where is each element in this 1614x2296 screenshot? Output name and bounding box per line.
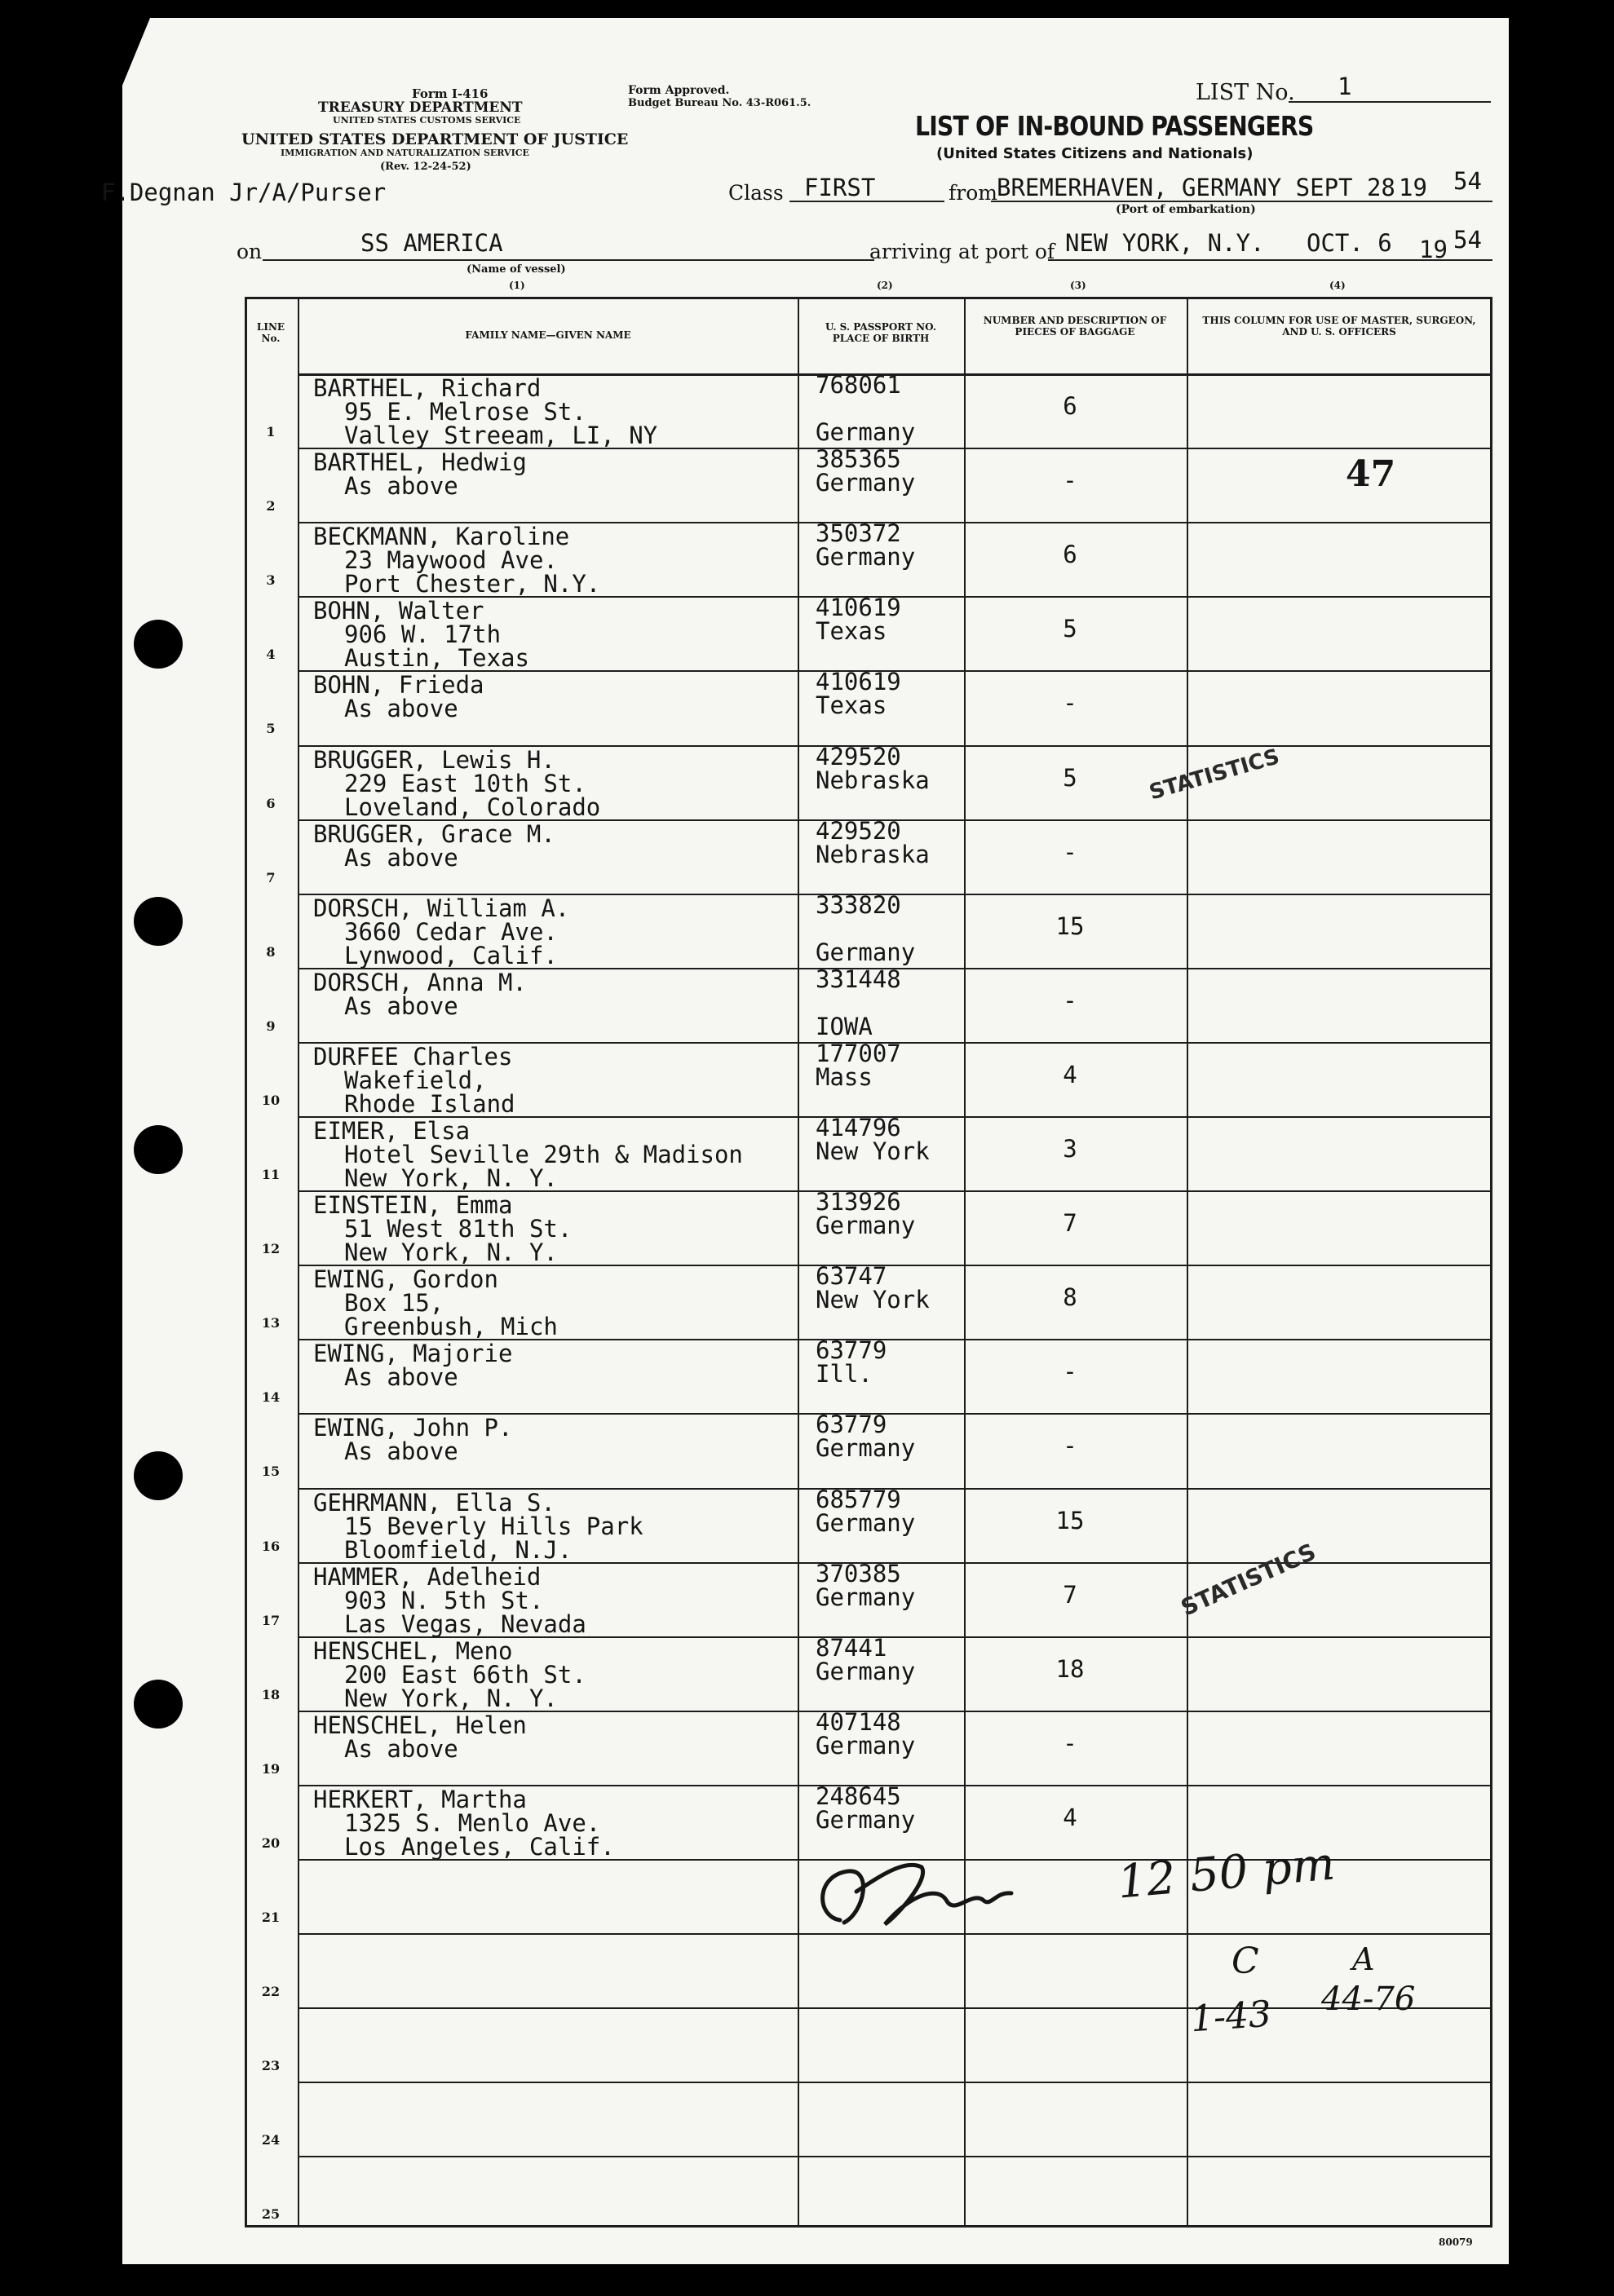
from-label: from bbox=[949, 181, 997, 205]
place-of-birth: Nebraska bbox=[816, 766, 930, 794]
vessel-label: (Name of vessel) bbox=[467, 263, 566, 276]
passenger-name: BOHN, Frieda bbox=[313, 671, 484, 699]
from-year: 54 bbox=[1453, 167, 1482, 195]
col-divider bbox=[1187, 297, 1188, 2228]
class-label: Class bbox=[728, 181, 784, 205]
line-number: 4 bbox=[266, 647, 276, 662]
baggage-count: - bbox=[1063, 987, 1077, 1014]
line-number: 13 bbox=[261, 1315, 281, 1331]
col1-number: (1) bbox=[509, 280, 525, 291]
baggage-count: 6 bbox=[1063, 392, 1077, 420]
passenger-name: BARTHEL, Richard bbox=[313, 374, 542, 402]
passport-number: 410619 bbox=[816, 594, 901, 621]
from-line bbox=[991, 201, 1492, 202]
passenger-name: GEHRMANN, Ella S. bbox=[313, 1489, 555, 1517]
passport-number: 429520 bbox=[816, 743, 901, 770]
row-divider bbox=[298, 2007, 1492, 2009]
baggage-count: 4 bbox=[1063, 1804, 1077, 1831]
passenger-address: As above bbox=[344, 1735, 458, 1763]
baggage-count: 7 bbox=[1063, 1209, 1077, 1237]
vessel-name: SS AMERICA bbox=[360, 229, 503, 257]
list-no-value: 1 bbox=[1338, 73, 1352, 100]
passenger-address: As above bbox=[344, 1363, 458, 1391]
header-line-no: LINE No. bbox=[256, 321, 285, 345]
row-divider bbox=[298, 2156, 1492, 2157]
passport-number: 177007 bbox=[816, 1040, 901, 1067]
binder-hole bbox=[134, 1680, 183, 1729]
line-number: 6 bbox=[266, 796, 276, 811]
signature-time: 12 50 pm bbox=[1115, 1837, 1338, 1910]
code-1-43: 1-43 bbox=[1189, 1993, 1273, 2041]
vessel-line bbox=[263, 259, 874, 261]
line-number: 16 bbox=[261, 1539, 281, 1554]
baggage-count: - bbox=[1063, 838, 1077, 866]
passenger-name: EINSTEIN, Emma bbox=[313, 1191, 513, 1219]
place-of-birth: Germany bbox=[816, 543, 916, 571]
line-number: 8 bbox=[266, 944, 276, 960]
passport-number: 768061 bbox=[816, 371, 901, 399]
budget-bureau: Budget Bureau No. 43-R061.5. bbox=[628, 97, 811, 109]
passenger-name: HENSCHEL, Meno bbox=[313, 1637, 513, 1665]
passenger-city: Bloomfield, N.J. bbox=[344, 1536, 573, 1564]
passenger-address: Wakefield, bbox=[344, 1066, 487, 1094]
place-of-birth: Mass bbox=[816, 1063, 873, 1091]
port-embarkation: BREMERHAVEN, GERMANY SEPT 28 bbox=[997, 174, 1395, 201]
header-name: FAMILY NAME—GIVEN NAME bbox=[465, 329, 631, 341]
passenger-city: Port Chester, N.Y. bbox=[344, 570, 601, 598]
from-year-prefix: 19 bbox=[1399, 174, 1427, 201]
line-number: 18 bbox=[261, 1687, 281, 1702]
place-of-birth: Germany bbox=[816, 1212, 916, 1239]
passenger-address: 1325 S. Menlo Ave. bbox=[344, 1809, 601, 1837]
line-number: 7 bbox=[266, 870, 276, 885]
binder-hole bbox=[134, 620, 183, 669]
line-number: 19 bbox=[261, 1761, 281, 1777]
baggage-count: 7 bbox=[1063, 1581, 1077, 1609]
passenger-address: As above bbox=[344, 472, 458, 500]
binder-hole bbox=[134, 1125, 183, 1174]
line-number: 12 bbox=[261, 1241, 281, 1256]
page-title: LIST OF IN-BOUND PASSENGERS bbox=[915, 110, 1314, 142]
header-passport: U. S. PASSPORT NO. PLACE OF BIRTH bbox=[825, 321, 937, 345]
passenger-name: HENSCHEL, Helen bbox=[313, 1711, 527, 1739]
baggage-count: - bbox=[1063, 466, 1077, 494]
code-c: C bbox=[1232, 1941, 1259, 1982]
statistics-stamp: STATISTICS bbox=[1177, 1538, 1320, 1622]
place-of-birth: Ill. bbox=[816, 1360, 873, 1388]
baggage-count: 4 bbox=[1063, 1061, 1077, 1088]
page-subtitle: (United States Citizens and Nationals) bbox=[936, 145, 1254, 162]
baggage-count: 18 bbox=[1055, 1655, 1085, 1683]
passenger-name: BECKMANN, Karoline bbox=[313, 523, 570, 550]
port-embarkation-label: (Port of embarkation) bbox=[1116, 203, 1256, 216]
binder-hole bbox=[134, 897, 183, 946]
place-of-birth: Germany bbox=[816, 1732, 916, 1760]
purser-name: F.Degnan Jr/A/Purser bbox=[101, 179, 387, 206]
binder-hole bbox=[134, 1451, 183, 1500]
passenger-city: New York, N. Y. bbox=[344, 1164, 558, 1192]
passenger-name: HAMMER, Adelheid bbox=[313, 1563, 542, 1591]
arrival-date: OCT. 6 bbox=[1307, 229, 1392, 257]
line-number: 20 bbox=[261, 1835, 281, 1851]
passenger-name: EWING, John P. bbox=[313, 1414, 513, 1442]
passport-number: 248645 bbox=[816, 1782, 901, 1810]
col2-number: (2) bbox=[877, 280, 893, 291]
passport-number: 63779 bbox=[816, 1411, 887, 1438]
passenger-name: DORSCH, Anna M. bbox=[313, 969, 527, 996]
baggage-count: 15 bbox=[1055, 912, 1085, 940]
passport-number: 410619 bbox=[816, 668, 901, 695]
passenger-count: 47 bbox=[1346, 453, 1396, 495]
passenger-address: 903 N. 5th St. bbox=[344, 1587, 544, 1614]
baggage-count: 3 bbox=[1063, 1135, 1077, 1163]
line-number: 24 bbox=[261, 2132, 281, 2148]
place-of-birth: Germany bbox=[816, 1806, 916, 1834]
on-label: on bbox=[237, 240, 263, 263]
place-of-birth: Texas bbox=[816, 691, 887, 719]
place-of-birth: Germany bbox=[816, 418, 916, 446]
passenger-name: EWING, Majorie bbox=[313, 1340, 513, 1367]
passenger-name: HERKERT, Martha bbox=[313, 1786, 527, 1813]
baggage-count: 8 bbox=[1063, 1283, 1077, 1311]
form-number: Form I-416 bbox=[412, 86, 489, 101]
passenger-address: 23 Maywood Ave. bbox=[344, 546, 558, 574]
arriving-label: arriving at port of bbox=[869, 240, 1055, 263]
baggage-count: - bbox=[1063, 1729, 1077, 1757]
passenger-city: Greenbush, Mich bbox=[344, 1313, 558, 1340]
baggage-count: 5 bbox=[1063, 764, 1077, 792]
arrival-year-prefix: 19 bbox=[1419, 236, 1448, 263]
passenger-address: 51 West 81th St. bbox=[344, 1215, 573, 1243]
passport-number: 385365 bbox=[816, 445, 901, 473]
passport-number: 685779 bbox=[816, 1486, 901, 1513]
revision-date: (Rev. 12-24-52) bbox=[380, 161, 471, 173]
passenger-city: Austin, Texas bbox=[344, 644, 529, 672]
class-line bbox=[789, 201, 944, 202]
passenger-name: BARTHEL, Hedwig bbox=[313, 448, 527, 476]
treasury-dept: TREASURY DEPARTMENT bbox=[318, 99, 523, 116]
passenger-name: EIMER, Elsa bbox=[313, 1117, 471, 1145]
inspector-signature bbox=[807, 1843, 1036, 1941]
passport-number: 331448 bbox=[816, 965, 901, 993]
passport-number: 63747 bbox=[816, 1262, 887, 1290]
place-of-birth: Germany bbox=[816, 469, 916, 497]
place-of-birth: Germany bbox=[816, 1583, 916, 1611]
passenger-name: BRUGGER, Grace M. bbox=[313, 820, 555, 848]
code-44-76: 44-76 bbox=[1321, 1980, 1416, 2018]
passport-number: 87441 bbox=[816, 1634, 887, 1662]
line-number: 3 bbox=[266, 572, 276, 588]
passenger-address: 906 W. 17th bbox=[344, 620, 502, 648]
passport-number: 414796 bbox=[816, 1114, 901, 1141]
baggage-count: 6 bbox=[1063, 541, 1077, 568]
col-divider bbox=[798, 297, 799, 2228]
passenger-address: 3660 Cedar Ave. bbox=[344, 918, 558, 946]
passenger-name: EWING, Gordon bbox=[313, 1265, 498, 1293]
col-divider bbox=[298, 297, 299, 2228]
line-number: 22 bbox=[261, 1984, 281, 1999]
line-number: 5 bbox=[266, 721, 276, 736]
justice-dept: UNITED STATES DEPARTMENT OF JUSTICE bbox=[241, 130, 629, 148]
arrival-year: 54 bbox=[1453, 226, 1482, 254]
passenger-city: Lynwood, Calif. bbox=[344, 942, 558, 969]
passenger-address: As above bbox=[344, 992, 458, 1020]
passenger-address: Hotel Seville 29th & Madison bbox=[344, 1141, 743, 1168]
baggage-count: - bbox=[1063, 1432, 1077, 1459]
place-of-birth: Nebraska bbox=[816, 841, 930, 868]
line-number: 21 bbox=[261, 1910, 281, 1925]
place-of-birth: Texas bbox=[816, 617, 887, 645]
col3-number: (3) bbox=[1070, 280, 1086, 291]
line-number: 9 bbox=[266, 1018, 276, 1034]
header-officers: THIS COLUMN FOR USE OF MASTER, SURGEON, AND U. S. OFFICERS bbox=[1202, 315, 1476, 338]
passenger-city: Loveland, Colorado bbox=[344, 793, 601, 821]
baggage-count: - bbox=[1063, 1358, 1077, 1385]
passport-number: 407148 bbox=[816, 1708, 901, 1736]
code-a: A bbox=[1352, 1941, 1375, 1977]
passenger-city: Los Angeles, Calif. bbox=[344, 1833, 615, 1861]
row-divider bbox=[298, 2082, 1492, 2083]
passenger-address: 95 E. Melrose St. bbox=[344, 398, 586, 426]
passenger-address: As above bbox=[344, 1437, 458, 1465]
passport-number: 63779 bbox=[816, 1336, 887, 1364]
passenger-address: 229 East 10th St. bbox=[344, 770, 586, 797]
list-no-label: LIST No. bbox=[1196, 80, 1295, 105]
line-number: 14 bbox=[261, 1389, 281, 1405]
passenger-address: 15 Beverly Hills Park bbox=[344, 1512, 643, 1540]
footer-code: 80079 bbox=[1439, 2236, 1473, 2248]
passenger-address: 200 East 66th St. bbox=[344, 1661, 586, 1689]
place-of-birth: New York bbox=[816, 1137, 930, 1165]
baggage-count: 5 bbox=[1063, 615, 1077, 642]
customs-service: UNITED STATES CUSTOMS SERVICE bbox=[333, 115, 521, 126]
line-number: 25 bbox=[261, 2206, 281, 2222]
passport-number: 370385 bbox=[816, 1560, 901, 1587]
passenger-address: Box 15, bbox=[344, 1289, 444, 1317]
line-number: 23 bbox=[261, 2058, 281, 2073]
passport-number: 350372 bbox=[816, 519, 901, 547]
class-value: FIRST bbox=[804, 174, 876, 201]
arrival-line bbox=[1048, 259, 1492, 261]
baggage-count: 15 bbox=[1055, 1507, 1085, 1534]
place-of-birth: Germany bbox=[816, 1509, 916, 1537]
passenger-name: DORSCH, William A. bbox=[313, 894, 570, 922]
passenger-address: As above bbox=[344, 695, 458, 722]
passenger-city: Rhode Island bbox=[344, 1090, 515, 1118]
place-of-birth: Germany bbox=[816, 1434, 916, 1462]
line-number: 15 bbox=[261, 1464, 281, 1479]
passenger-name: BRUGGER, Lewis H. bbox=[313, 746, 555, 774]
passport-number: 333820 bbox=[816, 891, 901, 919]
passenger-city: Las Vegas, Nevada bbox=[344, 1610, 586, 1638]
form-approved: Form Approved. bbox=[628, 84, 730, 97]
baggage-count: - bbox=[1063, 689, 1077, 717]
line-number: 17 bbox=[261, 1613, 281, 1628]
line-number: 2 bbox=[266, 498, 276, 514]
statistics-stamp: STATISTICS bbox=[1146, 744, 1283, 806]
passport-number: 313926 bbox=[816, 1188, 901, 1216]
passenger-name: DURFEE Charles bbox=[313, 1043, 513, 1071]
ins-service: IMMIGRATION AND NATURALIZATION SERVICE bbox=[281, 148, 529, 158]
list-no-line bbox=[1289, 101, 1491, 103]
col4-number: (4) bbox=[1329, 280, 1346, 291]
place-of-birth: Germany bbox=[816, 1658, 916, 1685]
place-of-birth: Germany bbox=[816, 938, 916, 966]
header-baggage: NUMBER AND DESCRIPTION OF PIECES OF BAGGAGE bbox=[983, 315, 1167, 338]
passenger-name: BOHN, Walter bbox=[313, 597, 484, 625]
arrival-port: NEW YORK, N.Y. bbox=[1065, 229, 1265, 257]
passenger-city: New York, N. Y. bbox=[344, 1239, 558, 1266]
passport-number: 429520 bbox=[816, 817, 901, 845]
place-of-birth: IOWA bbox=[816, 1013, 873, 1040]
passenger-city: New York, N. Y. bbox=[344, 1684, 558, 1712]
passenger-address: As above bbox=[344, 844, 458, 872]
line-number: 1 bbox=[266, 424, 276, 439]
line-number: 11 bbox=[261, 1167, 281, 1182]
passenger-city: Valley Streeam, LI, NY bbox=[344, 422, 658, 449]
line-number: 10 bbox=[261, 1093, 281, 1108]
place-of-birth: New York bbox=[816, 1286, 930, 1314]
